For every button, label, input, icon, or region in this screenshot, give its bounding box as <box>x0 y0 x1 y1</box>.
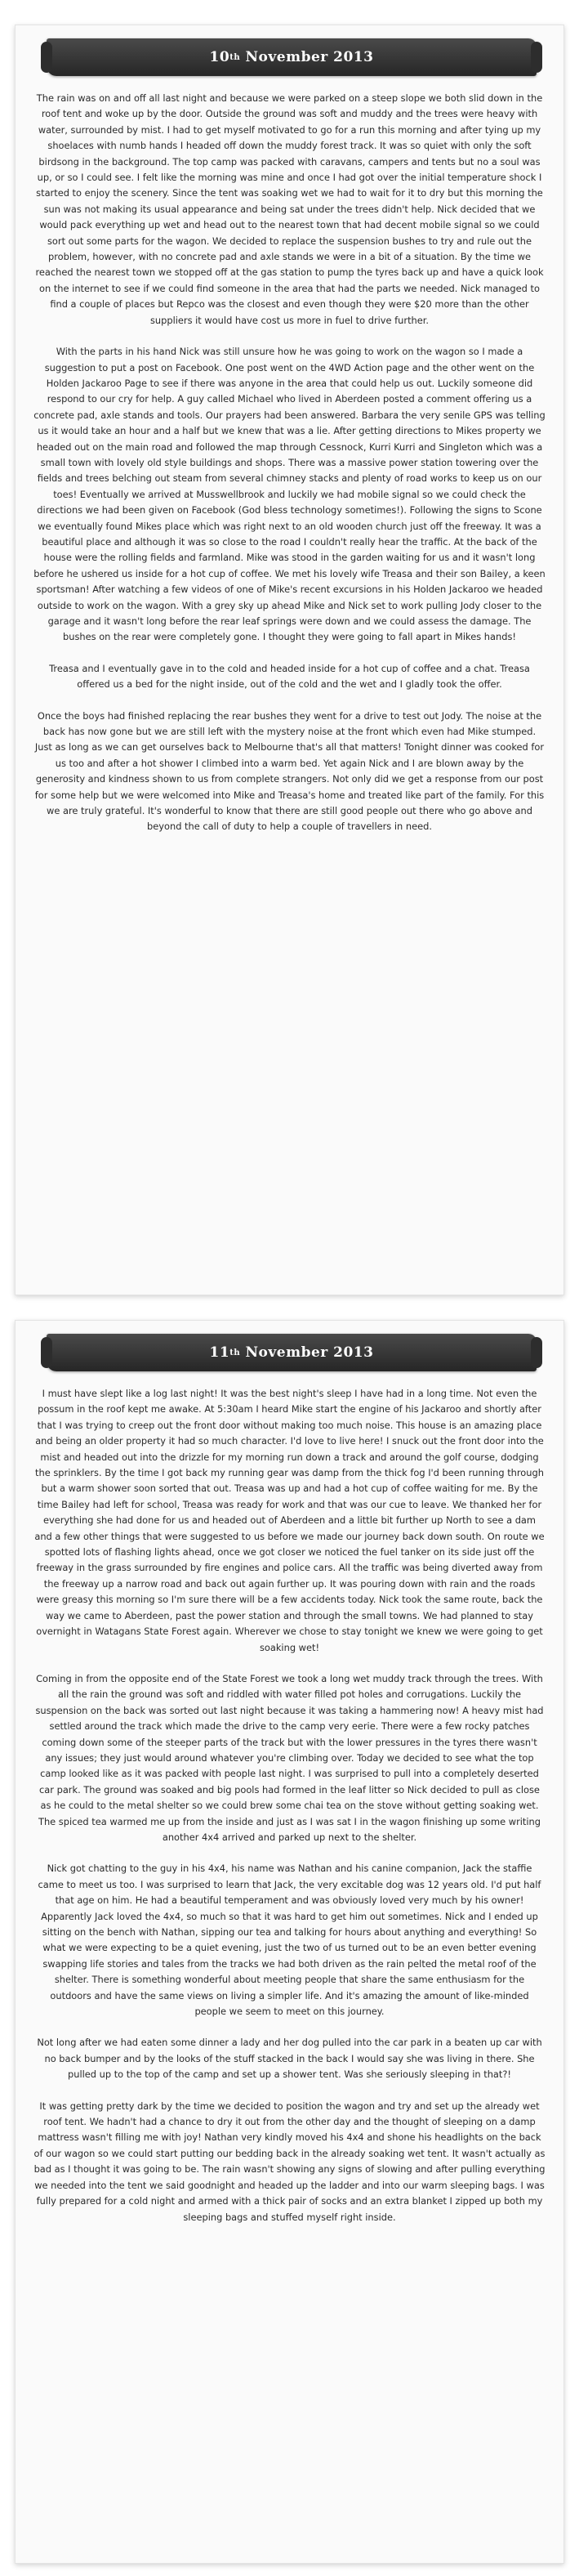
entry-body <box>33 91 546 851</box>
paragraph: I must have slept like a log last night! It was the best night's sleep I have had in a long time. Not even the possum in the roof kept me awake. At 5:30am I heard Mike start the engine of his Jackaroo and shortly after that I was trying to creep out the front door without making too much noise. This house is an amazing place and being an older property it had so much character. I'd love to live here! I snuck out the front door into the mist and headed out into the drizzle for my morning run down a track and around the golf course, dodging the sprinklers. By the time I got back my running gear was damp from the thick fog I'd been running through but a warm shower soon sorted that out. Treasa was up and had a hot cup of coffee waiting for me. By the time Bailey had left for school, Treasa was ready for work and that was our cue to leave. We thanked her for everything she had done for us and headed out of Aberdeen and a little bit further up North to see a dam and a few other things that were suggested to us before we made our journey back down south. On route we spotted lots of flashing lights ahead, once we got closer we noticed the fuel tanker on its side just off the freeway in the grass surrounded by fire engines and police cars. All the traffic was being diverted away from the freeway up a narrow road and back out again further up. It was pouring down with rain and the roads were greasy this morning so I'm sure there will be a few accidents today. Nick took the same route, back the way we came to Aberdeen, past the power station and through the small towns. We had planned to stay overnight in Watagans State Forest again. Wherever we chose to stay tonight we knew we were going to get soaking wet! <box>34 1388 545 1653</box>
paragraph: Once the boys had finished replacing the rear bushes they went for a drive to test out Jody. The noise at the back has now gone but we are still left with the mystery noise at the front which even had Mike stumped. Just as long as we can get ourselves back to Melbourne that's all that matters! Tonight dinner was cooked for us too and after a hot shower I climbed into a warm bed. Yet again Nick and I are blown away by the generosity and kindness shown to us from complete strangers. Not only did we get a response from our post for some help but we were welcomed into Mike and Treasa's home and treated like part of the family. For this we are truly grateful. It's wonderful to know that there are still good people out there who go above and beyond the call of duty to help a couple of travellers in need. <box>34 709 545 833</box>
date-day: 10 <box>209 49 230 65</box>
entry-body <box>33 1386 546 2241</box>
date-day: 11 <box>209 1344 230 1361</box>
entry-date <box>47 1334 537 1371</box>
entry-date <box>47 38 537 76</box>
paragraph: It was getting pretty dark by the time we decided to position the wagon and try and set up the already wet roof tent. We hadn't had a chance to dry it out from the other day and the thought of sleeping on a damp mattress wasn't filling me with joy! Nathan very kindly moved his 4x4 and shone his headlights on the back of our wagon so we could start putting our bedding back in the already soaking wet tent. It wasn't actually as bad as I thought it was going to be. The rain wasn't showing any signs of slowing and after pulling everything we needed into the tent we said goodnight and headed up the ladder and into our warm sleeping bags. I was fully prepared for a cold night and armed with a thick pair of socks and an extra blanket I zipped up both my sleeping bags and stuffed myself right inside. <box>33 2100 546 2223</box>
date-month-year: November 2013 <box>245 1344 374 1361</box>
date-month-year: November 2013 <box>245 49 374 65</box>
paragraph: The rain was on and off all last night and because we were parked on a steep slope we both slid down in the roof tent and woke up by the door. Outside the ground was soft and muddy and the trees were heavy with water, surrounded by mist. I had to get myself motivated to go for a run this morning and after tying up my shoelaces with numb hands I headed off down the muddy forest track. It was so quiet with only the soft birdsong in the background. The top camp was packed with caravans, campers and tents but no a soul was up, or so I could see. I felt like the morning was mine and once I had got over the initial temperature shock I started to enjoy the scenery. Since the tent was soaking wet we had to wait for it to dry but this morning the sun was not making its usual appearance and being sat under the trees didn't help. Nick decided that we would pack everything up wet and head out to the nearest town that had decent mobile signal so we could sort out some parts for the wagon. We decided to replace the suspension bushes to try and rule out the problem, however, with no concrete pad and axle stands we were in a bit of a situation. By the time we reached the nearest town we stopped off at the gas station to pump the tyres back up and have a quick look on the internet to see if we could find someone in the area that had the parts we needed. Nick managed to find a couple of places but Repco was the closest and even though they were $20 more than the other suppliers it would have cost us more in fuel to drive further. <box>35 92 544 326</box>
date-suffix: th <box>229 52 241 62</box>
paragraph: Treasa and I eventually gave in to the cold and headed inside for a hot cup of coffee and a chat. Treasa offered us a bed for the night inside, out of the cold and the wet and I gladly took the offer. <box>49 662 530 691</box>
paragraph: Coming in from the opposite end of the State Forest we took a long wet muddy track through the trees. With all the rain the ground was soft and riddled with water filled pot holes and corrugations. Luckily the suspension on the back was sorted out last night because it was taking a hammering now! A heavy mist had settled around the track which made the drive to the camp very eerie. There were a few rocky patches coming down some of the steeper parts of the track but with the lower pressures in the tyres there wasn't any issues; they just would around whatever you're climbing over. Today we decided to see what the top camp looked like as it was packed with people last night. I was surprised to pull into a completely deserted car park. The ground was soaked and big pools had formed in the leaf litter so Nick decided to pull as close as he could to the metal shelter so we could brew some chai tea on the stove without getting soaking wet. The spiced tea warmed me up from the inside and just as I was sat I in the wagon finishing up some writing another 4x4 arrived and parked up next to the shelter. <box>35 1672 544 1843</box>
paragraph: With the parts in his hand Nick was still unsure how he was going to work on the wagon so I made a suggestion to put a post on Facebook. One post went on the 4WD Action page and the other went on the Holden Jackaroo Page to see if there was anyone in the area that could help us out. Luckily someone did respond to our cry for help. A guy called Michael who lived in Aberdeen posted a comment offering us a concrete pad, axle stands and tools. Our prayers had been answered. Barbara the very senile GPS was telling us it would take an hour and a half but we knew that was a lie. After getting directions to Mikes property we headed out on the main road and followed the map through Cessnock, Kurri Kurri and Singleton which was a small town with lovely old style buildings and shops. There was a massive power station towering over the fields and trees belching out steam from several chimney stacks and plenty of road works to keep us on our toes! Eventually we arrived at Musswellbrook and luckily we had mobile signal so we could check the directions we had been given on Facebook (God bless technology sometimes!). Following the signs to Scone we eventually found Mikes place which was right next to an old wooden church just off the freeway. It was a beautiful place and although it was so close to the road I couldn't really hear the traffic. At the back of the house were the rolling fields and farmland. Mike was stood in the garden waiting for us and it wasn't long before he ushered us inside for a hot cup of coffee. We met his lovely wife Treasa and their son Bailey, a keen sportsman! After watching a few videos of one of Mike's recent excursions in his Holden Jackaroo we headed outside to work on the wagon. With a grey sky up ahead Mike and Nick set to work pulling Jody closer to the garage and it wasn't long before the rear leaf springs were down and we could assess the damage. The bushes on the rear were completely gone. I thought they were going to fall apart in Mikes hands! <box>33 346 546 643</box>
journal-entry-10-november <box>15 25 564 1295</box>
paragraph: Nick got chatting to the guy in his 4x4, his name was Nathan and his canine companion, Jack the staffie came to meet us too. I was surprised to learn that Jack, the very excitable dog was 12 years old. I'd put half that age on him. He had a beautiful temperament and was obviously loved very much by his owner! Apparently Jack loved the 4x4, so much so that it was hard to get him out sometimes. Nick and I ended up sitting on the bench with Nathan, sipping our tea and talking for hours about anything and everything! So what we were expecting to be a quiet evening, just the two of us turned out to be an even better evening swapping life stories and tales from the tracks we had both driven as the rain pelted the metal roof of the shelter. There is something wonderful about meeting people that share the same enthusiasm for the outdoors and have the same views on living a simpler life. And it's amazing the amount of like-minded people we seem to meet on this journey. <box>38 1863 541 2018</box>
paragraph: Not long after we had eaten some dinner a lady and her dog pulled into the car park in a beaten up car with no back bumper and by the looks of the stuff stacked in the back I would say she was living in there. She pulled up to the top of the camp and set up a shower tent. Was she seriously sleeping in that?! <box>37 2037 542 2081</box>
date-banner <box>47 1334 537 1371</box>
date-banner <box>47 38 537 76</box>
date-suffix: th <box>229 1348 241 1357</box>
journal-entry-11-november <box>15 1320 564 2564</box>
